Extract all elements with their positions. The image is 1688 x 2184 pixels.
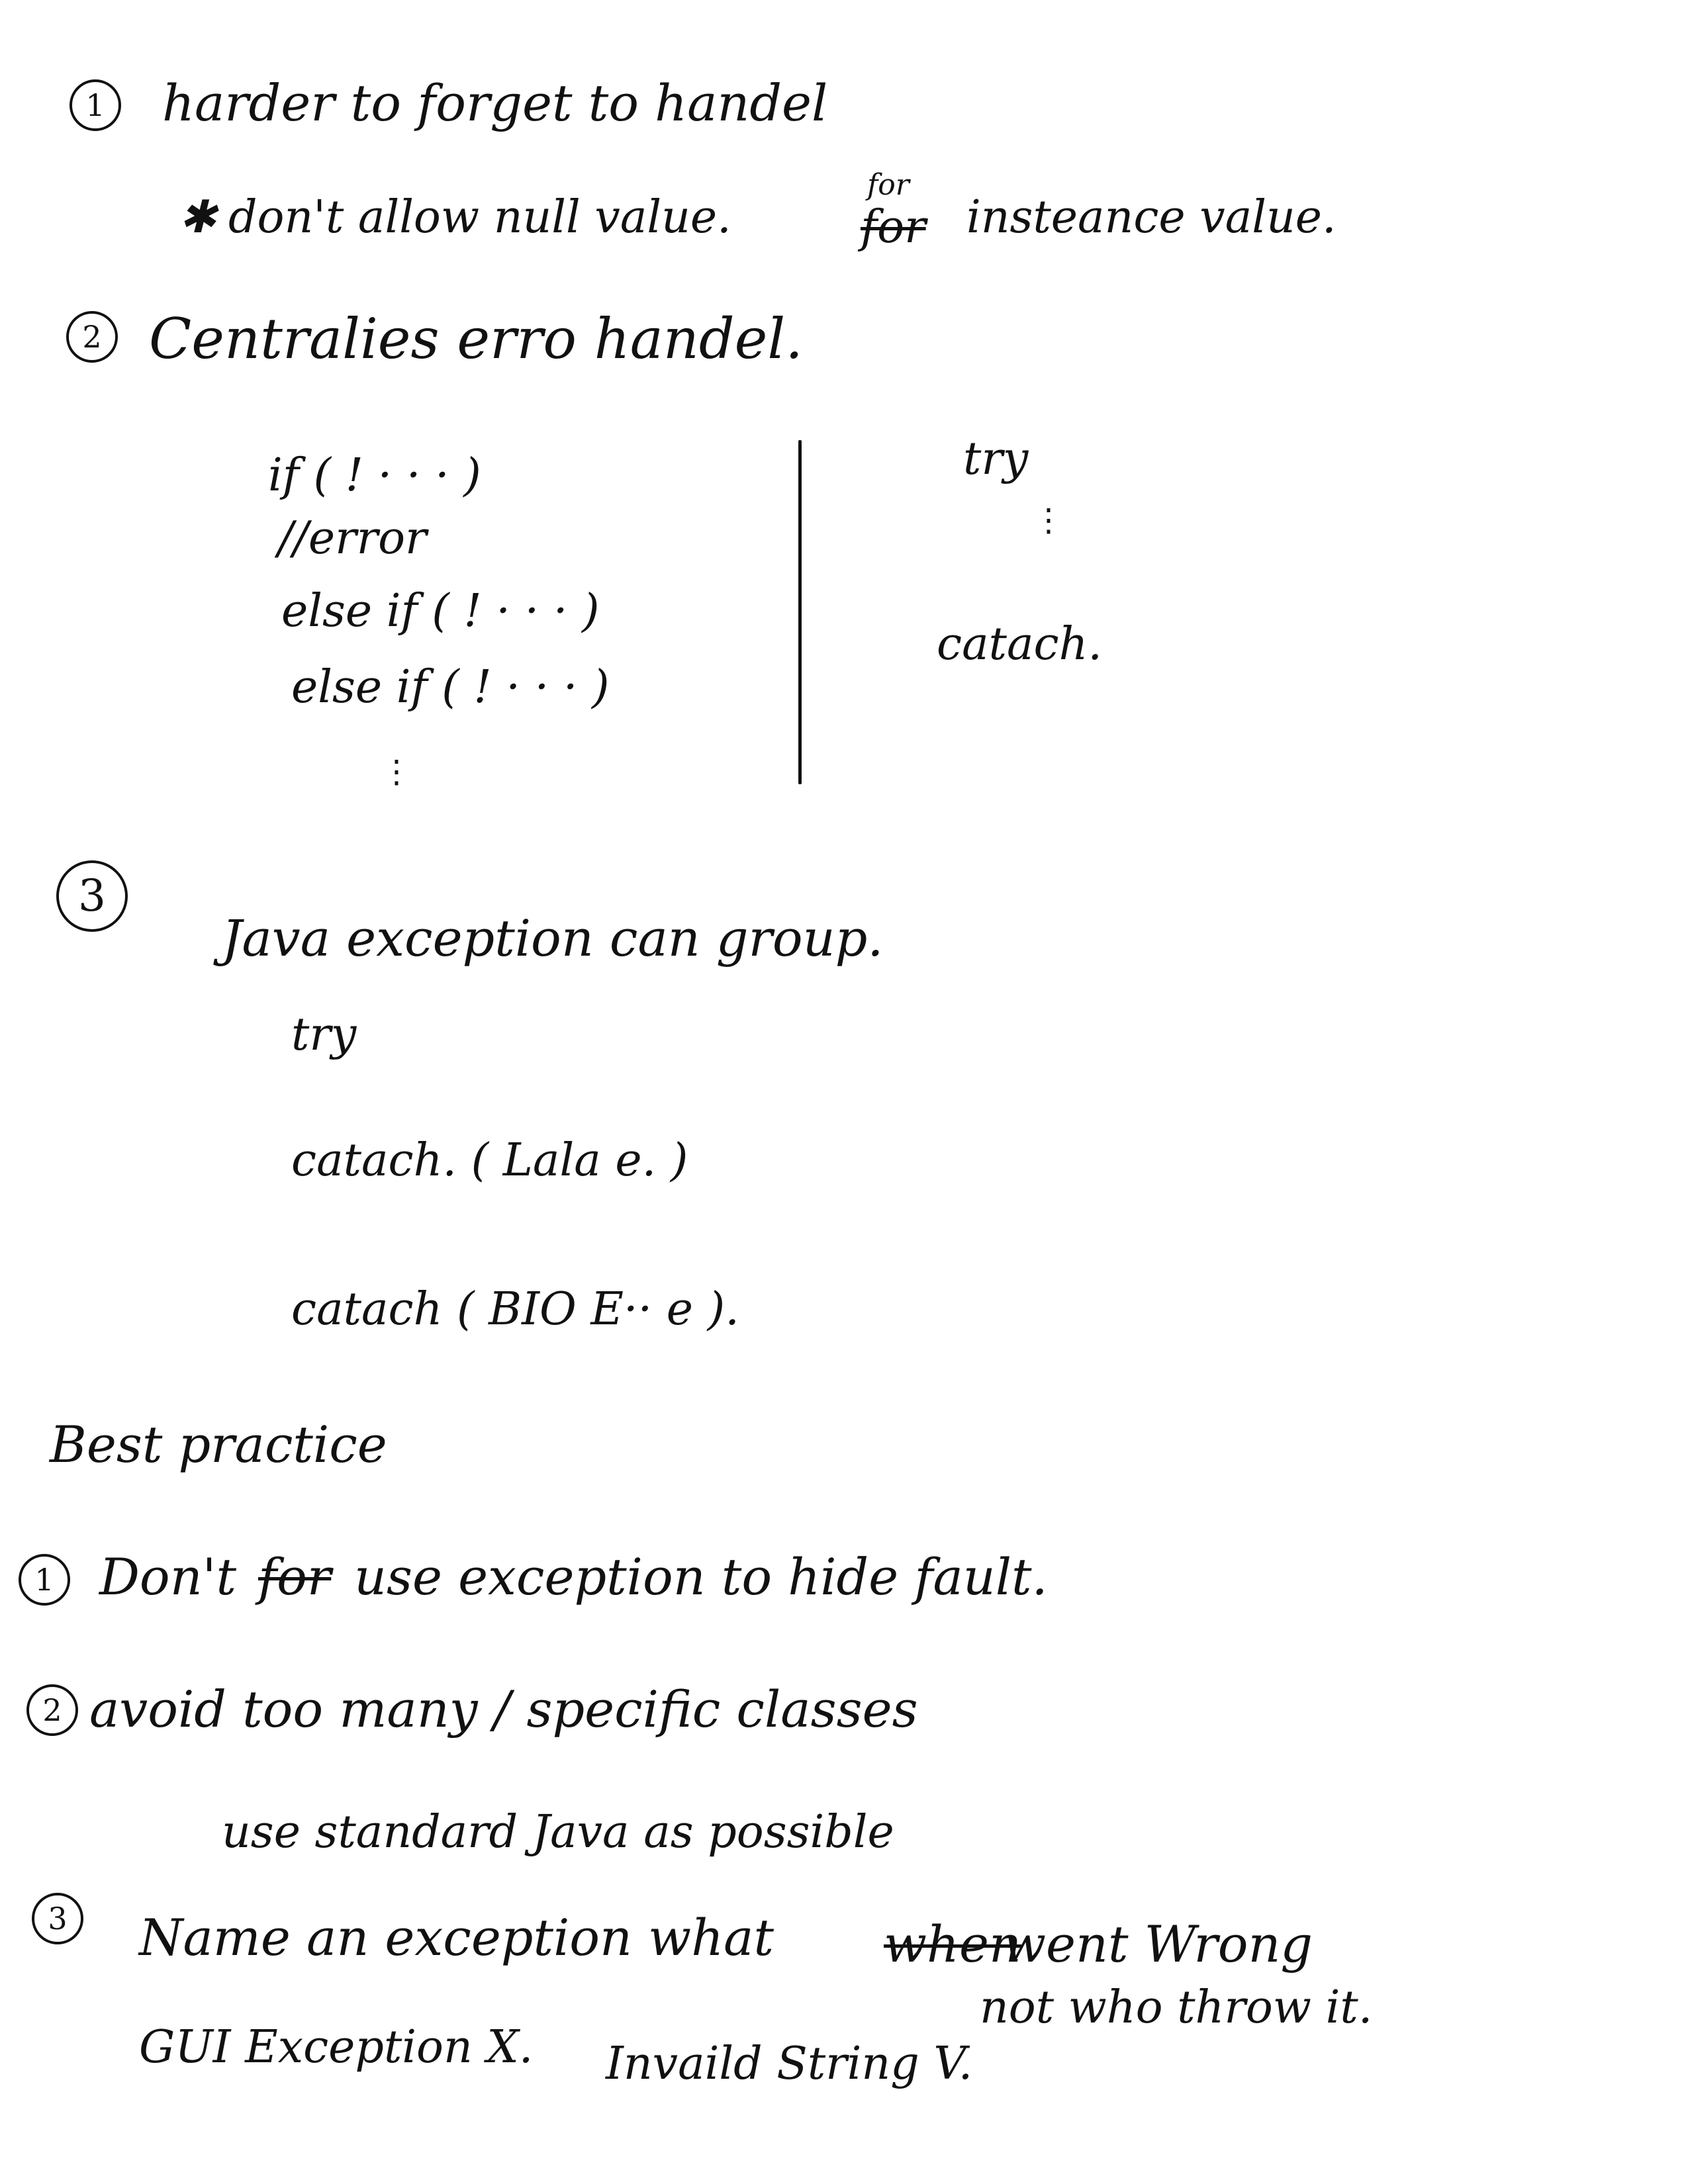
section-1-heading: harder to forget to handel <box>162 73 828 132</box>
practice-3-bad-example: GUI Exception X. <box>139 2021 534 2073</box>
code-line: catach. ( Lala e. ) <box>291 1134 688 1187</box>
practice-3-struck: when <box>884 1915 1021 1974</box>
section-1-detail-2: insteance value. <box>966 191 1336 244</box>
code-line: catach. <box>937 618 1102 670</box>
code-line: try <box>291 1009 357 1061</box>
practice-2-text: avoid too many / specific classes <box>89 1680 918 1739</box>
practice-3-number: 3 <box>32 1893 83 1944</box>
section-2-heading: Centralies erro handel. <box>149 306 803 371</box>
best-practice-title: Best practice <box>50 1415 387 1474</box>
continuation-dots: ⋮ <box>381 753 412 790</box>
section-3-number: 3 <box>56 860 128 932</box>
code-line: else if ( ! · · · ) <box>281 585 600 637</box>
practice-1-prefix: Don't <box>99 1547 237 1606</box>
section-1-detail: don't allow null value. <box>228 191 731 244</box>
practice-1-text: use exception to hide fault. <box>354 1547 1048 1606</box>
practice-3-rest: went Wrong <box>1003 1915 1313 1974</box>
divider-line <box>798 440 802 784</box>
code-line: //error <box>278 512 427 565</box>
practice-3-prefix: Name an exception what <box>139 1908 774 1967</box>
code-line: try <box>963 433 1029 485</box>
section-1-bullet: ✱ <box>179 191 216 244</box>
practice-1-number: 1 <box>19 1554 70 1606</box>
practice-2-sub: use standard Java as possible <box>222 1806 894 1858</box>
section-3-heading: Java exception can group. <box>222 909 884 968</box>
code-line: if ( ! · · · ) <box>268 449 481 502</box>
practice-2-number: 2 <box>26 1684 78 1736</box>
practice-3-good-example: Invaild String V. <box>606 2038 973 2090</box>
section-1-insert-word: for <box>867 168 910 202</box>
section-1-number: 1 <box>70 79 121 131</box>
code-line: catach ( BIO E·· e ). <box>291 1283 739 1336</box>
section-1-struck-word: for <box>861 201 926 253</box>
practice-1-struck: for <box>258 1547 332 1606</box>
section-2-number: 2 <box>66 311 118 363</box>
code-line: else if ( ! · · · ) <box>291 661 610 713</box>
continuation-dots: ⋮ <box>1033 502 1064 539</box>
practice-3-note: not who throw it. <box>980 1981 1373 2034</box>
